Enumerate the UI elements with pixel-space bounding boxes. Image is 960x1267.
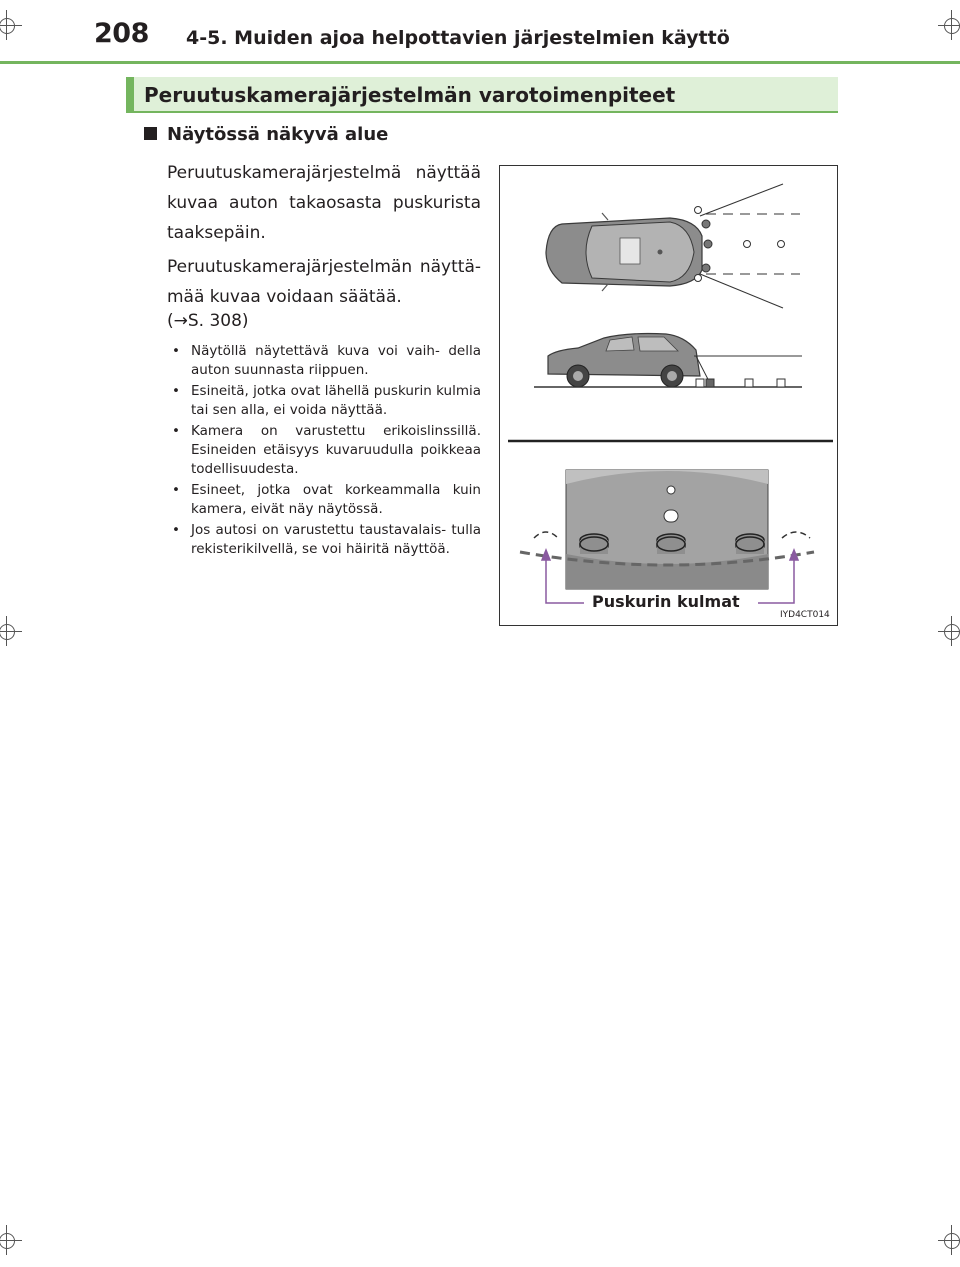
note-item: • Kamera on varustettu erikoislinssillä. Esineiden etäisyys kuvaruudulla poikkeaa todellisuudesta. <box>170 422 481 479</box>
paragraph-camera-view: Peruutuskamerajärjestelmä näyttää kuvaa auton takaosasta puskurista taaksepäin. <box>167 163 481 243</box>
car-top-view <box>546 213 702 291</box>
paragraph-adjust-view: Peruutuskamerajärjestelmän näyttä- mää kuvaa voidaan säätää. <box>167 257 481 307</box>
figure-code: IYD4CT014 <box>780 610 830 620</box>
camera-screen-view <box>520 470 814 589</box>
figure-caption: Puskurin kulmat <box>592 592 740 611</box>
rear-camera-illustration <box>499 165 838 626</box>
page-reference-link[interactable]: (→S. 308) <box>167 311 249 331</box>
note-item: • Jos autosi on varustettu taustavalais- tulla rekisterikilvellä, se voi häiritä näyttöä. <box>170 521 481 559</box>
notes-list <box>170 342 481 561</box>
illustration-drawing <box>500 166 839 627</box>
subsection-heading-text: Näytössä näkyvä alue <box>167 124 389 145</box>
section-heading <box>126 77 838 113</box>
sensor-markers <box>695 184 801 308</box>
note-item: • Esineet, jotka ovat korkeammalla kuin kamera, eivät näy näytössä. <box>170 481 481 519</box>
section-heading-text: Peruutuskamerajärjestelmän varotoimenpiteet <box>144 83 676 107</box>
note-item: • Näytöllä näytettävä kuva voi vaih- della auton suunnasta riippuen. <box>170 342 481 380</box>
subsection-heading <box>144 124 388 145</box>
page-number: 208 <box>94 18 149 49</box>
note-item: • Esineitä, jotka ovat lähellä puskurin kulmia tai sen alla, ei voida näyttää. <box>170 382 481 420</box>
car-side-view <box>534 334 802 388</box>
header-rule <box>0 61 960 64</box>
chapter-title: 4-5. Muiden ajoa helpottavien järjestelmien käyttö <box>186 27 730 49</box>
square-bullet-icon <box>144 127 157 140</box>
